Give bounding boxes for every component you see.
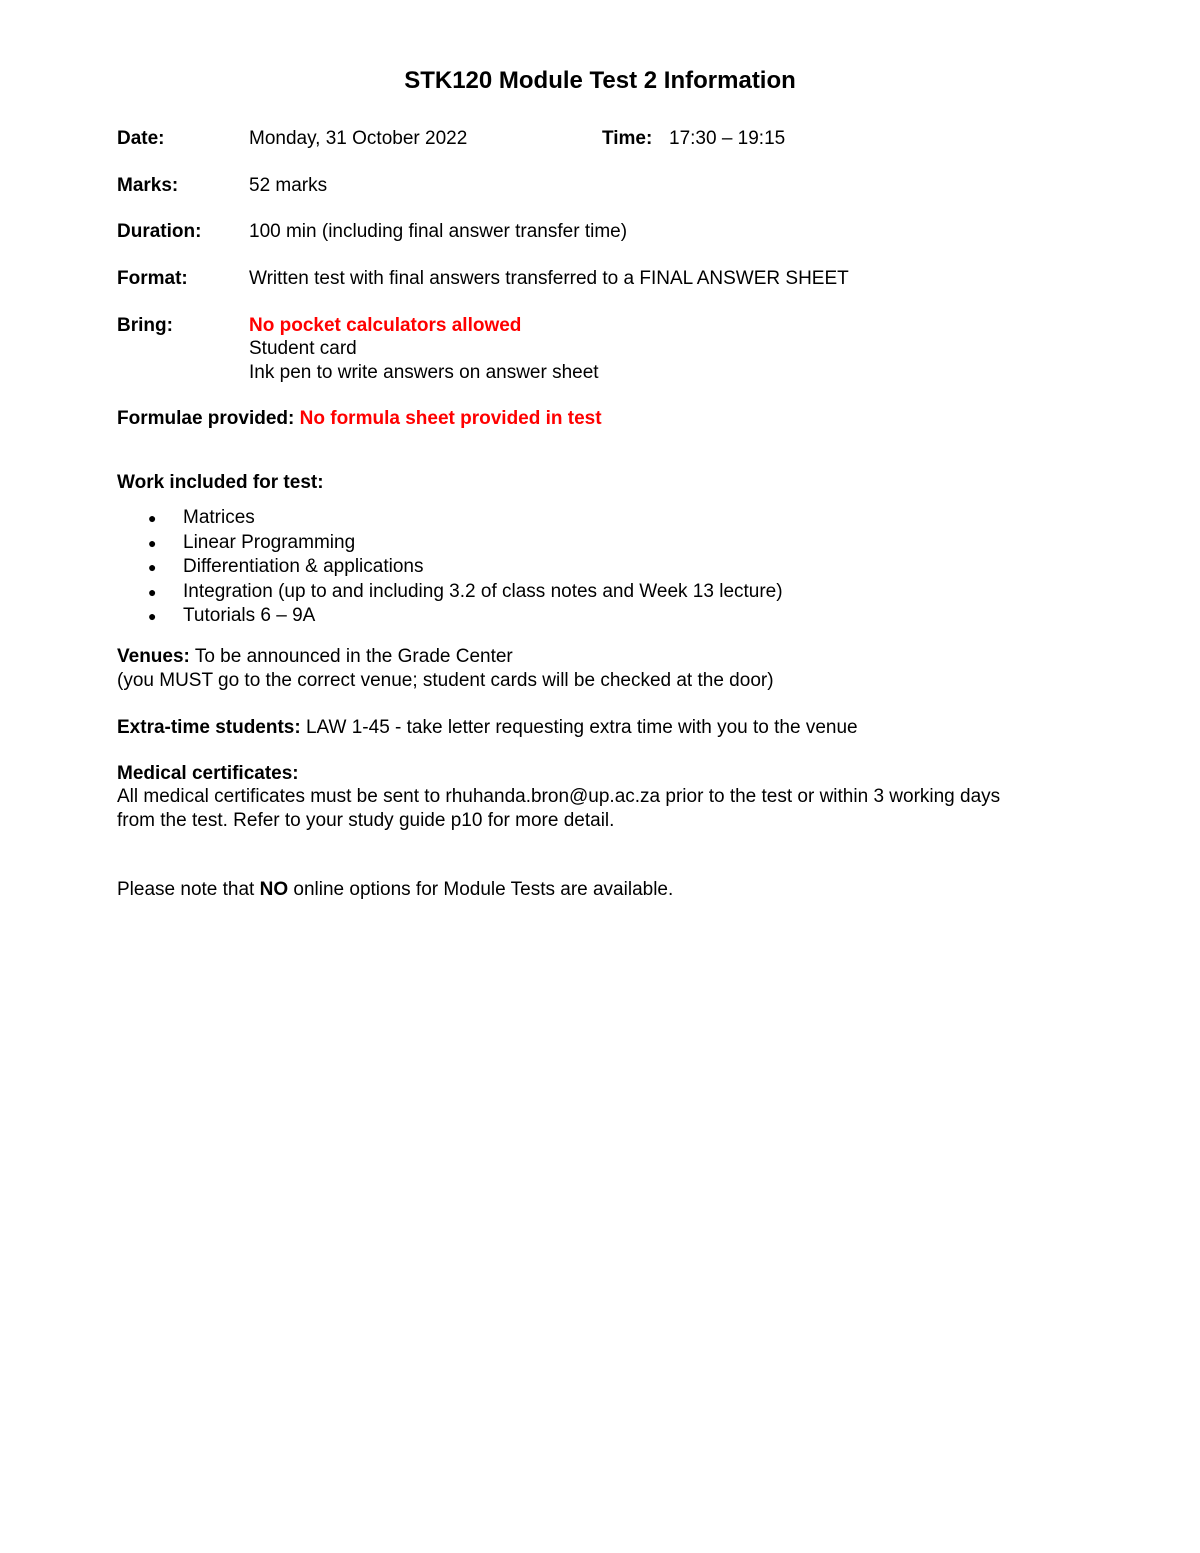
medical-text-line-1: All medical certificates must be sent to rhuhanda.bron@up.ac.za prior to the test or within 3 working days	[117, 786, 1001, 807]
formulae-line	[117, 407, 602, 431]
venues-value: To be announced in the Grade Center	[194, 646, 513, 667]
list-item: ● Tutorials 6 – 9A	[148, 605, 316, 627]
online-options-note: Please note that NO online options for Module Tests are available.	[117, 879, 674, 900]
duration-value: 100 min (including final answer transfer time)	[249, 221, 628, 242]
extra-time-label: Extra-time students:	[117, 717, 301, 738]
list-item: ● Integration (up to and including 3.2 of class notes and Week 13 lecture)	[148, 580, 783, 602]
bullet-icon: ●	[148, 510, 157, 526]
bring-item-ink-pen: Ink pen to write answers on answer sheet	[249, 362, 599, 383]
format-label: Format:	[117, 268, 188, 289]
marks-value: 52 marks	[249, 175, 328, 196]
list-item: ● Differentiation & applications	[148, 556, 424, 578]
venues-note: (you MUST go to the correct venue; student cards will be checked at the door)	[117, 670, 774, 691]
time-label: Time:	[602, 128, 653, 149]
extra-time-value: LAW 1-45 - take letter requesting extra time with you to the venue	[305, 717, 858, 738]
page-title: STK120 Module Test 2 Information	[404, 67, 796, 94]
date-label: Date:	[117, 128, 165, 149]
bring-label: Bring:	[117, 315, 173, 336]
medical-heading: Medical certificates:	[117, 763, 299, 784]
marks-label: Marks:	[117, 175, 179, 196]
medical-text-line-2: from the test. Refer to your study guide p10 for more detail.	[117, 810, 615, 831]
formulae-label: Formulae provided:	[117, 408, 295, 429]
bring-item-calculators: No pocket calculators allowed	[249, 315, 522, 336]
list-item: ● Matrices	[148, 507, 255, 528]
list-item: ● Linear Programming	[148, 531, 356, 553]
work-list	[117, 506, 783, 629]
extra-time-line	[117, 716, 1087, 740]
format-value: Written test with final answers transferred to a FINAL ANSWER SHEET	[249, 268, 849, 289]
venues-line	[117, 645, 1087, 669]
bullet-icon: ●	[148, 534, 157, 551]
date-value: Monday, 31 October 2022	[249, 128, 468, 149]
bullet-icon: ●	[148, 608, 157, 625]
time-value: 17:30 – 19:15	[669, 128, 786, 149]
duration-label: Duration:	[117, 221, 202, 242]
note-emphasis: NO	[259, 879, 289, 900]
bring-item-student-card: Student card	[249, 338, 357, 359]
formulae-value: No formula sheet provided in test	[299, 408, 602, 429]
bullet-icon: ●	[148, 559, 157, 576]
bullet-icon: ●	[148, 583, 157, 600]
venues-label: Venues:	[117, 646, 190, 667]
work-heading: Work included for test:	[117, 472, 324, 493]
